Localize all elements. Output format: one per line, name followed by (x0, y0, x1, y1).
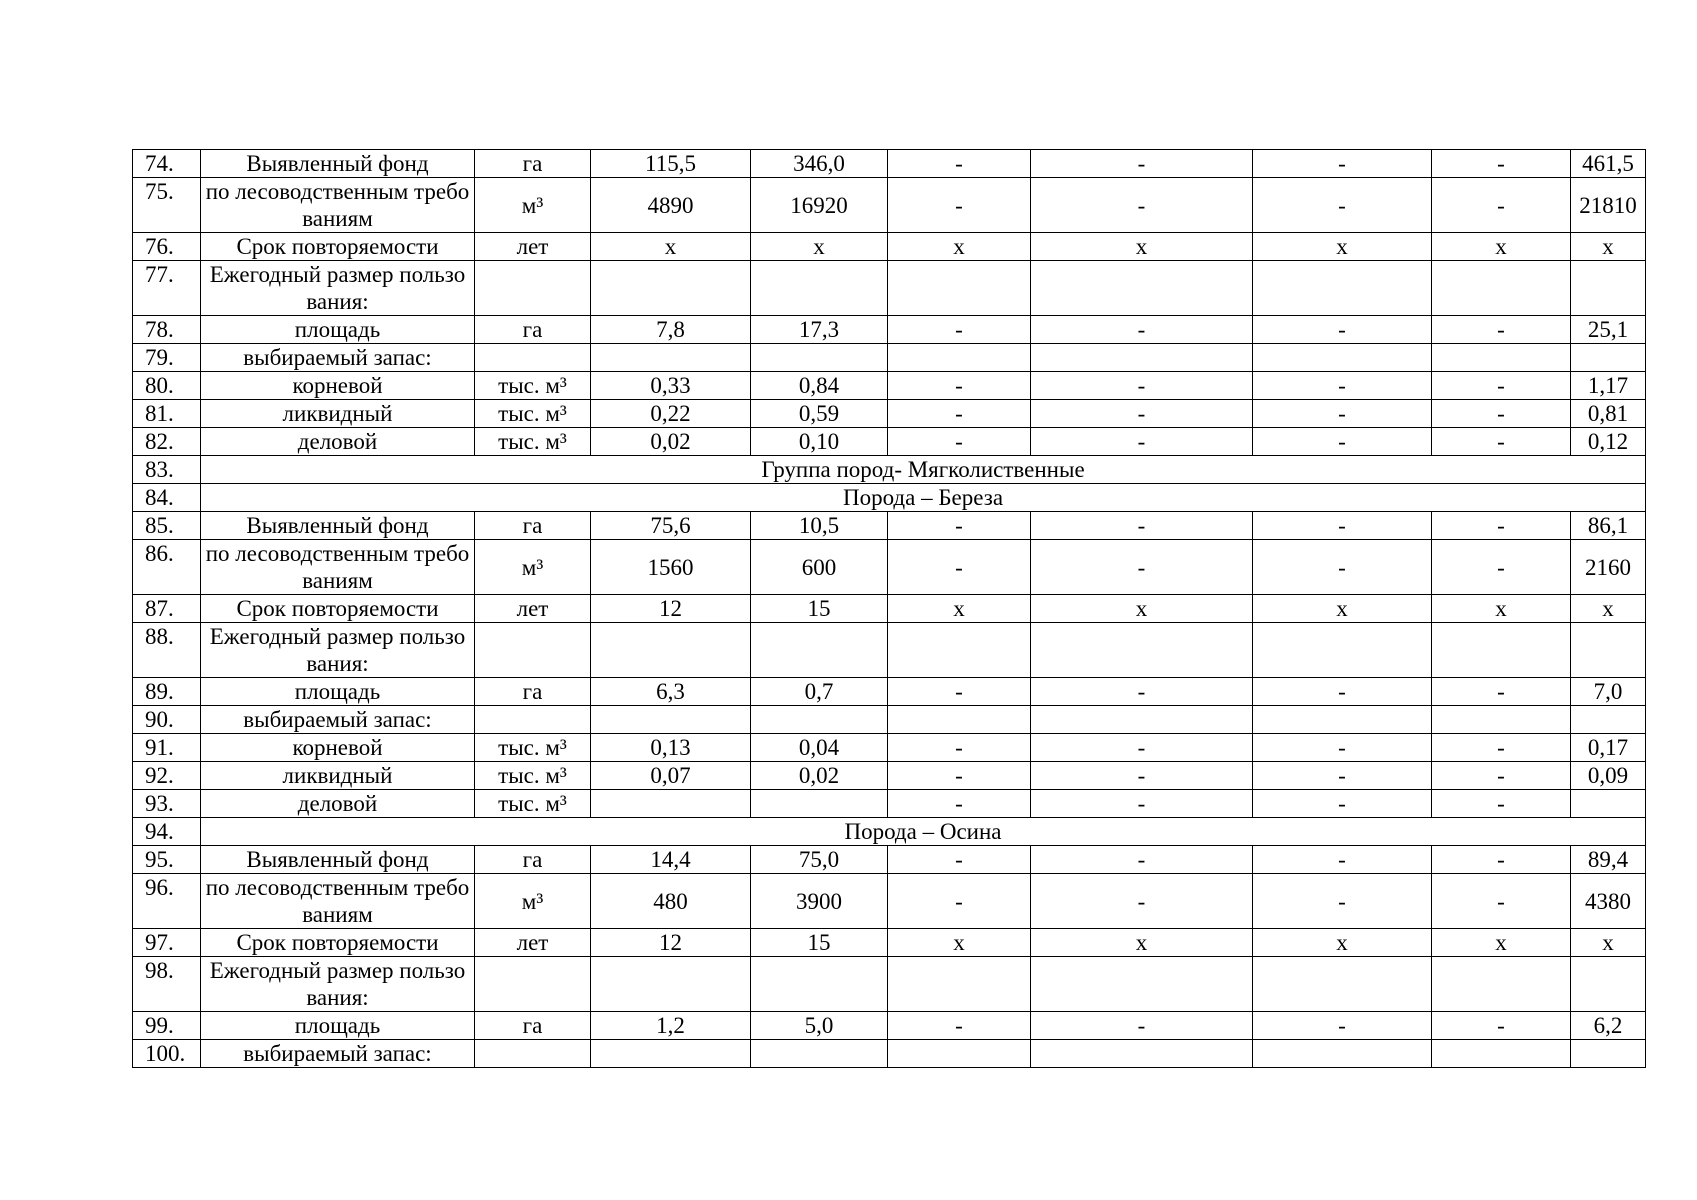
total-cell: 461,5 (1571, 150, 1646, 178)
value-col-1-cell: 1,2 (591, 1012, 751, 1040)
row-number-cell: 96. (133, 874, 201, 929)
row-number-cell: 75. (133, 178, 201, 233)
row-number-cell: 76. (133, 233, 201, 261)
row-number-cell: 80. (133, 372, 201, 400)
total-cell: 89,4 (1571, 846, 1646, 874)
value-col-1-cell: 6,3 (591, 678, 751, 706)
value-col-3-cell: - (888, 1012, 1031, 1040)
value-col-5-cell: - (1253, 846, 1432, 874)
value-col-4-cell: х (1031, 929, 1253, 957)
table-row (133, 512, 1646, 540)
table-row (133, 316, 1646, 344)
unit-cell: тыс. м³ (475, 400, 591, 428)
unit-cell: тыс. м³ (475, 762, 591, 790)
table-row (133, 734, 1646, 762)
table-row (133, 678, 1646, 706)
section-header-row (133, 484, 1646, 512)
row-number-cell: 97. (133, 929, 201, 957)
value-col-3-cell: - (888, 316, 1031, 344)
section-header-row (133, 818, 1646, 846)
unit-cell: м³ (475, 178, 591, 233)
value-col-6-cell: - (1432, 846, 1571, 874)
unit-cell: га (475, 316, 591, 344)
row-number: 83. (133, 456, 201, 484)
value-col-2-cell: 346,0 (751, 150, 888, 178)
indicator-cell: Срок повторяемости (201, 595, 475, 623)
row-number-cell: 81. (133, 400, 201, 428)
value-col-5-cell: - (1253, 372, 1432, 400)
value-col-3-cell: - (888, 372, 1031, 400)
value-col-4-cell (1031, 344, 1253, 372)
value-col-3-cell: - (888, 512, 1031, 540)
indicator-cell: по лесоводственным требованиям (201, 178, 475, 233)
indicator-cell: Выявленный фонд (201, 512, 475, 540)
value-col-4-cell: х (1031, 233, 1253, 261)
value-col-2-cell: 15 (751, 595, 888, 623)
value-col-2-cell (751, 706, 888, 734)
value-col-6-cell: - (1432, 372, 1571, 400)
value-col-1-cell: 7,8 (591, 316, 751, 344)
row-number-cell: 91. (133, 734, 201, 762)
total-cell: 0,12 (1571, 428, 1646, 456)
value-col-2-cell (751, 344, 888, 372)
value-col-1-cell: 12 (591, 595, 751, 623)
row-number-cell: 85. (133, 512, 201, 540)
indicator-cell: корневой (201, 734, 475, 762)
value-col-2-cell: 15 (751, 929, 888, 957)
total-cell (1571, 790, 1646, 818)
value-col-5-cell: - (1253, 734, 1432, 762)
value-col-2-cell (751, 1040, 888, 1068)
section-title: Порода – Осина (201, 818, 1646, 846)
indicator-cell: ликвидный (201, 762, 475, 790)
table-row (133, 428, 1646, 456)
row-number-cell: 78. (133, 316, 201, 344)
value-col-1-cell: 480 (591, 874, 751, 929)
value-col-6-cell (1432, 344, 1571, 372)
value-col-5-cell: - (1253, 400, 1432, 428)
value-col-3-cell (888, 706, 1031, 734)
value-col-3-cell (888, 261, 1031, 316)
indicator-cell: Ежегодный размер пользования: (201, 957, 475, 1012)
unit-cell: тыс. м³ (475, 734, 591, 762)
value-col-2-cell: 10,5 (751, 512, 888, 540)
unit-cell (475, 623, 591, 678)
table-row (133, 706, 1646, 734)
value-col-1-cell: 0,13 (591, 734, 751, 762)
value-col-6-cell: - (1432, 428, 1571, 456)
unit-cell: лет (475, 595, 591, 623)
value-col-3-cell: - (888, 540, 1031, 595)
row-number-cell: 95. (133, 846, 201, 874)
value-col-6-cell: х (1432, 233, 1571, 261)
value-col-6-cell (1432, 706, 1571, 734)
indicator-cell: корневой (201, 372, 475, 400)
value-col-2-cell: 16920 (751, 178, 888, 233)
value-col-6-cell (1432, 1040, 1571, 1068)
unit-cell (475, 261, 591, 316)
total-cell: 0,17 (1571, 734, 1646, 762)
total-cell: 21810 (1571, 178, 1646, 233)
value-col-4-cell: - (1031, 678, 1253, 706)
value-col-4-cell: - (1031, 512, 1253, 540)
row-number-cell: 93. (133, 790, 201, 818)
table-row (133, 874, 1646, 929)
value-col-4-cell: - (1031, 400, 1253, 428)
total-cell: х (1571, 595, 1646, 623)
unit-cell (475, 706, 591, 734)
value-col-4-cell: - (1031, 874, 1253, 929)
value-col-6-cell: - (1432, 762, 1571, 790)
value-col-6-cell: - (1432, 540, 1571, 595)
table-row (133, 929, 1646, 957)
indicator-cell: Ежегодный размер пользования: (201, 623, 475, 678)
indicator-cell: Выявленный фонд (201, 150, 475, 178)
value-col-5-cell (1253, 706, 1432, 734)
value-col-5-cell (1253, 344, 1432, 372)
value-col-2-cell: х (751, 233, 888, 261)
value-col-5-cell: х (1253, 595, 1432, 623)
value-col-6-cell (1432, 623, 1571, 678)
indicator-cell: площадь (201, 316, 475, 344)
value-col-4-cell (1031, 623, 1253, 678)
value-col-1-cell: х (591, 233, 751, 261)
value-col-4-cell: - (1031, 734, 1253, 762)
value-col-6-cell: - (1432, 178, 1571, 233)
value-col-3-cell (888, 344, 1031, 372)
value-col-5-cell (1253, 623, 1432, 678)
table-row (133, 261, 1646, 316)
value-col-1-cell: 0,22 (591, 400, 751, 428)
indicator-cell: Ежегодный размер пользования: (201, 261, 475, 316)
value-col-1-cell: 75,6 (591, 512, 751, 540)
value-col-3-cell: - (888, 678, 1031, 706)
table-row (133, 623, 1646, 678)
value-col-4-cell: - (1031, 846, 1253, 874)
table-row (133, 846, 1646, 874)
unit-cell (475, 344, 591, 372)
total-cell (1571, 623, 1646, 678)
table-row (133, 790, 1646, 818)
table-row (133, 344, 1646, 372)
value-col-5-cell: - (1253, 178, 1432, 233)
value-col-2-cell: 0,10 (751, 428, 888, 456)
value-col-4-cell (1031, 706, 1253, 734)
table-row (133, 178, 1646, 233)
value-col-3-cell: - (888, 400, 1031, 428)
table-row (133, 372, 1646, 400)
total-cell (1571, 261, 1646, 316)
value-col-6-cell: - (1432, 400, 1571, 428)
row-number-cell: 86. (133, 540, 201, 595)
value-col-2-cell (751, 957, 888, 1012)
value-col-1-cell: 1560 (591, 540, 751, 595)
value-col-5-cell: - (1253, 874, 1432, 929)
value-col-6-cell: - (1432, 874, 1571, 929)
value-col-1-cell: 0,07 (591, 762, 751, 790)
value-col-5-cell: х (1253, 929, 1432, 957)
value-col-4-cell: - (1031, 790, 1253, 818)
row-number: 84. (133, 484, 201, 512)
forest-use-table (132, 149, 1646, 1068)
table-body (133, 150, 1646, 1068)
value-col-6-cell: х (1432, 929, 1571, 957)
value-col-1-cell: 4890 (591, 178, 751, 233)
value-col-1-cell: 115,5 (591, 150, 751, 178)
value-col-2-cell: 5,0 (751, 1012, 888, 1040)
indicator-cell: Срок повторяемости (201, 929, 475, 957)
value-col-1-cell (591, 706, 751, 734)
value-col-3-cell: - (888, 846, 1031, 874)
value-col-5-cell: - (1253, 150, 1432, 178)
table-row (133, 540, 1646, 595)
value-col-4-cell: х (1031, 595, 1253, 623)
value-col-2-cell: 17,3 (751, 316, 888, 344)
total-cell: 7,0 (1571, 678, 1646, 706)
value-col-3-cell: - (888, 428, 1031, 456)
value-col-3-cell: х (888, 233, 1031, 261)
value-col-1-cell: 14,4 (591, 846, 751, 874)
total-cell: 0,09 (1571, 762, 1646, 790)
value-col-1-cell: 12 (591, 929, 751, 957)
unit-cell: га (475, 1012, 591, 1040)
indicator-cell: по лесоводственным требованиям (201, 874, 475, 929)
indicator-cell: площадь (201, 1012, 475, 1040)
section-title: Порода – Береза (201, 484, 1646, 512)
value-col-1-cell (591, 957, 751, 1012)
total-cell: 0,81 (1571, 400, 1646, 428)
value-col-4-cell: - (1031, 762, 1253, 790)
indicator-cell: Срок повторяемости (201, 233, 475, 261)
value-col-3-cell: х (888, 595, 1031, 623)
value-col-3-cell (888, 1040, 1031, 1068)
total-cell: х (1571, 929, 1646, 957)
value-col-5-cell: - (1253, 1012, 1432, 1040)
value-col-4-cell: - (1031, 540, 1253, 595)
total-cell: х (1571, 233, 1646, 261)
value-col-6-cell: - (1432, 790, 1571, 818)
row-number: 94. (133, 818, 201, 846)
value-col-1-cell: 0,33 (591, 372, 751, 400)
unit-cell: м³ (475, 540, 591, 595)
value-col-3-cell: - (888, 790, 1031, 818)
value-col-1-cell: 0,02 (591, 428, 751, 456)
value-col-3-cell: - (888, 178, 1031, 233)
table-row (133, 762, 1646, 790)
row-number-cell: 88. (133, 623, 201, 678)
section-header-row (133, 456, 1646, 484)
value-col-4-cell: - (1031, 178, 1253, 233)
value-col-2-cell (751, 261, 888, 316)
value-col-4-cell: - (1031, 372, 1253, 400)
value-col-6-cell (1432, 261, 1571, 316)
row-number-cell: 92. (133, 762, 201, 790)
value-col-4-cell (1031, 261, 1253, 316)
value-col-5-cell: - (1253, 316, 1432, 344)
value-col-3-cell (888, 957, 1031, 1012)
indicator-cell: ликвидный (201, 400, 475, 428)
table-row (133, 400, 1646, 428)
value-col-4-cell: - (1031, 1012, 1253, 1040)
value-col-5-cell (1253, 261, 1432, 316)
value-col-6-cell: - (1432, 316, 1571, 344)
value-col-4-cell (1031, 957, 1253, 1012)
unit-cell: га (475, 150, 591, 178)
total-cell (1571, 1040, 1646, 1068)
value-col-2-cell: 0,02 (751, 762, 888, 790)
total-cell (1571, 344, 1646, 372)
value-col-5-cell (1253, 957, 1432, 1012)
row-number-cell: 89. (133, 678, 201, 706)
table-row (133, 1040, 1646, 1068)
value-col-2-cell: 0,04 (751, 734, 888, 762)
value-col-2-cell (751, 623, 888, 678)
unit-cell: тыс. м³ (475, 790, 591, 818)
value-col-5-cell: - (1253, 540, 1432, 595)
total-cell: 4380 (1571, 874, 1646, 929)
value-col-2-cell: 3900 (751, 874, 888, 929)
total-cell: 6,2 (1571, 1012, 1646, 1040)
unit-cell: га (475, 678, 591, 706)
value-col-4-cell: - (1031, 150, 1253, 178)
value-col-6-cell: - (1432, 150, 1571, 178)
value-col-3-cell: - (888, 150, 1031, 178)
row-number-cell: 82. (133, 428, 201, 456)
unit-cell: лет (475, 929, 591, 957)
value-col-5-cell: х (1253, 233, 1432, 261)
value-col-6-cell: - (1432, 734, 1571, 762)
value-col-3-cell: - (888, 734, 1031, 762)
value-col-2-cell: 0,84 (751, 372, 888, 400)
table-row (133, 595, 1646, 623)
row-number-cell: 74. (133, 150, 201, 178)
value-col-5-cell: - (1253, 762, 1432, 790)
section-title: Группа пород- Мягколиственные (201, 456, 1646, 484)
value-col-1-cell (591, 790, 751, 818)
value-col-2-cell: 600 (751, 540, 888, 595)
value-col-1-cell (591, 623, 751, 678)
total-cell (1571, 706, 1646, 734)
value-col-1-cell (591, 261, 751, 316)
table-row (133, 150, 1646, 178)
row-number-cell: 100. (133, 1040, 201, 1068)
indicator-cell: по лесоводственным требованиям (201, 540, 475, 595)
total-cell: 2160 (1571, 540, 1646, 595)
value-col-3-cell: - (888, 762, 1031, 790)
value-col-2-cell: 75,0 (751, 846, 888, 874)
unit-cell: га (475, 512, 591, 540)
indicator-cell: выбираемый запас: (201, 1040, 475, 1068)
total-cell: 25,1 (1571, 316, 1646, 344)
unit-cell: м³ (475, 874, 591, 929)
value-col-5-cell: - (1253, 678, 1432, 706)
unit-cell (475, 957, 591, 1012)
row-number-cell: 98. (133, 957, 201, 1012)
value-col-4-cell (1031, 1040, 1253, 1068)
table-row (133, 233, 1646, 261)
value-col-5-cell: - (1253, 428, 1432, 456)
value-col-3-cell: - (888, 874, 1031, 929)
indicator-cell: Выявленный фонд (201, 846, 475, 874)
indicator-cell: деловой (201, 790, 475, 818)
value-col-6-cell: - (1432, 1012, 1571, 1040)
unit-cell: тыс. м³ (475, 428, 591, 456)
indicator-cell: площадь (201, 678, 475, 706)
value-col-6-cell: х (1432, 595, 1571, 623)
value-col-6-cell: - (1432, 678, 1571, 706)
table-row (133, 957, 1646, 1012)
unit-cell: га (475, 846, 591, 874)
total-cell: 1,17 (1571, 372, 1646, 400)
value-col-2-cell (751, 790, 888, 818)
total-cell (1571, 957, 1646, 1012)
value-col-2-cell: 0,7 (751, 678, 888, 706)
value-col-2-cell: 0,59 (751, 400, 888, 428)
value-col-5-cell: - (1253, 790, 1432, 818)
row-number-cell: 99. (133, 1012, 201, 1040)
indicator-cell: выбираемый запас: (201, 706, 475, 734)
value-col-4-cell: - (1031, 428, 1253, 456)
value-col-1-cell (591, 344, 751, 372)
row-number-cell: 77. (133, 261, 201, 316)
value-col-5-cell: - (1253, 512, 1432, 540)
value-col-6-cell (1432, 957, 1571, 1012)
row-number-cell: 87. (133, 595, 201, 623)
total-cell: 86,1 (1571, 512, 1646, 540)
unit-cell: тыс. м³ (475, 372, 591, 400)
indicator-cell: выбираемый запас: (201, 344, 475, 372)
table-row (133, 1012, 1646, 1040)
row-number-cell: 90. (133, 706, 201, 734)
value-col-3-cell: х (888, 929, 1031, 957)
unit-cell (475, 1040, 591, 1068)
value-col-5-cell (1253, 1040, 1432, 1068)
indicator-cell: деловой (201, 428, 475, 456)
value-col-3-cell (888, 623, 1031, 678)
value-col-6-cell: - (1432, 512, 1571, 540)
value-col-4-cell: - (1031, 316, 1253, 344)
unit-cell: лет (475, 233, 591, 261)
row-number-cell: 79. (133, 344, 201, 372)
value-col-1-cell (591, 1040, 751, 1068)
